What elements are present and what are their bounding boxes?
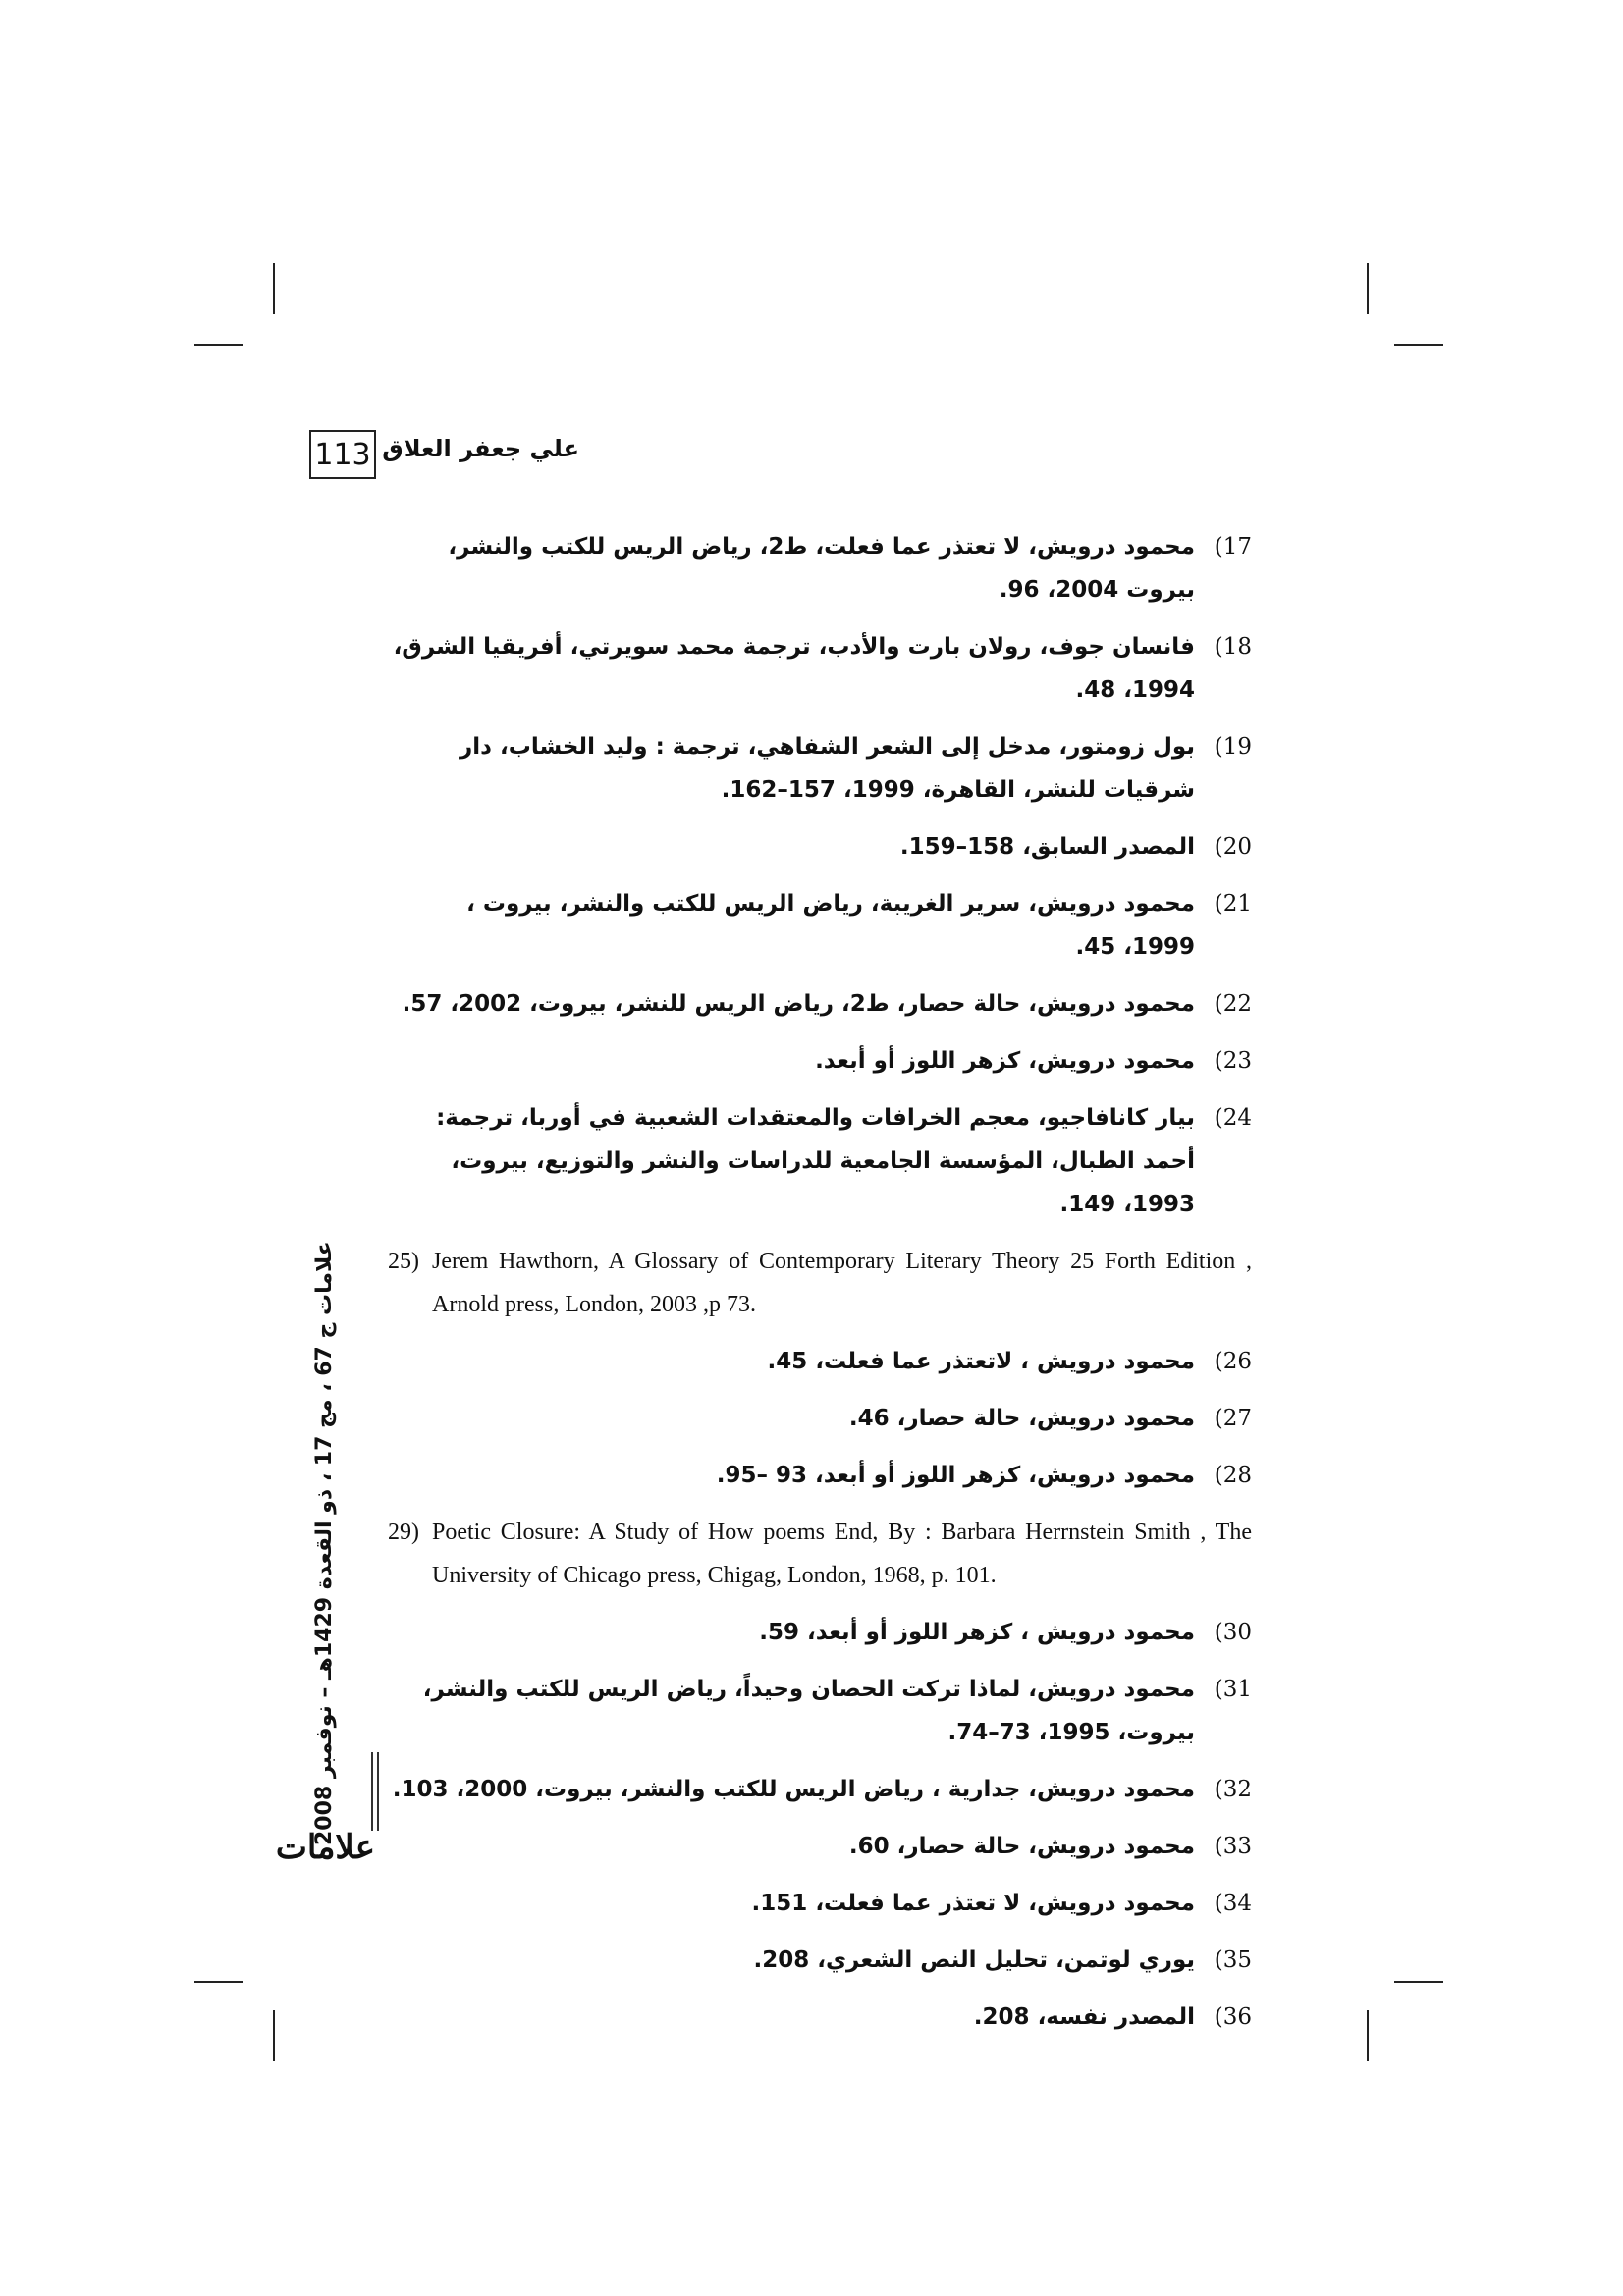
endnote-text: محمود درويش، كزهر اللوز أو أبعد، 93 –95. <box>716 1463 1195 1488</box>
endnote-number: 20) <box>1214 834 1252 860</box>
crop-mark-bottom-left-vertical <box>273 2010 275 2061</box>
endnote-36 <box>388 1996 1252 2039</box>
endnote-number: 35) <box>1214 1948 1252 1973</box>
endnote-text: المصدر السابق، 158–159. <box>899 834 1195 860</box>
crop-mark-top-right-horizontal <box>1394 344 1443 346</box>
endnote-text: محمود درويش ، لاتعتذر عما فعلت، 45. <box>767 1349 1195 1374</box>
endnote-number: 21) <box>1214 891 1252 917</box>
endnote-number: 17) <box>1214 534 1252 560</box>
endnote-text: محمود درويش ، كزهر اللوز أو أبعد، 59. <box>759 1620 1195 1645</box>
endnote-text: بول زومتور، مدخل إلى الشعر الشفاهي، ترجمة : وليد الخشاب، دار شرقيات للنشر، القاهرة، 1999، 157–162. <box>460 734 1195 803</box>
endnote-21 <box>388 882 1252 969</box>
endnote-number: 23) <box>1214 1048 1252 1074</box>
endnote-text: محمود درويش، حالة حصار، 60. <box>848 1834 1195 1859</box>
endnote-number: 19) <box>1214 734 1252 760</box>
endnote-number: 26) <box>1214 1349 1252 1374</box>
endnote-text: المصدر نفسه، 208. <box>973 2004 1195 2030</box>
endnote-number: 24) <box>1214 1105 1252 1131</box>
endnote-22 <box>388 983 1252 1026</box>
endnote-35 <box>388 1939 1252 1982</box>
endnote-number: 27) <box>1214 1406 1252 1431</box>
endnote-32 <box>388 1768 1252 1811</box>
endnote-number: 18) <box>1214 634 1252 660</box>
endnotes-list <box>388 525 1252 2053</box>
endnote-20 <box>388 826 1252 869</box>
page-number: 113 <box>309 430 376 479</box>
crop-mark-top-left-vertical <box>273 263 275 314</box>
endnote-18 <box>388 625 1252 712</box>
endnote-text: محمود درويش، جدارية ، رياض الريس للكتب والنشر، بيروت، 2000، 103. <box>392 1777 1195 1802</box>
crop-mark-top-left-horizontal <box>194 344 243 346</box>
endnote-30 <box>388 1611 1252 1654</box>
endnote-text: بيار كانافاجيو، معجم الخرافات والمعتقدات الشعبية في أوربا، ترجمة: أحمد الطبال، المؤسسة الجامعية للدراسات والنشر والتوزيع، بيروت، 1993، 149. <box>436 1105 1195 1217</box>
journal-logo: علامات <box>275 1828 375 1867</box>
endnote-number: 36) <box>1214 2004 1252 2030</box>
endnote-number: 25) <box>388 1249 419 1274</box>
endnote-23 <box>388 1040 1252 1083</box>
endnote-number: 30) <box>1214 1620 1252 1645</box>
endnote-29 <box>388 1511 1252 1597</box>
endnote-number: 29) <box>388 1520 419 1545</box>
endnote-text: محمود درويش، كزهر اللوز أو أبعد. <box>815 1048 1195 1074</box>
endnote-28 <box>388 1454 1252 1497</box>
endnote-text: يوري لوتمن، تحليل النص الشعري، 208. <box>753 1948 1195 1973</box>
endnote-text: فانسان جوف، رولان بارت والأدب، ترجمة محمد سويرتي، أفريقيا الشرق، 1994، 48. <box>393 634 1195 703</box>
endnote-19 <box>388 725 1252 812</box>
endnote-number: 28) <box>1214 1463 1252 1488</box>
endnote-text: محمود درويش، سرير الغريبة، رياض الريس للكتب والنشر، بيروت ، 1999، 45. <box>466 891 1195 960</box>
running-head-author: علي جعفر العلاق <box>382 435 579 462</box>
endnote-text: محمود درويش، حالة حصار، 46. <box>848 1406 1195 1431</box>
journal-info-vertical: علامات ج 67 ، مج 17 ، ذو القعدة 1429هـ – نوفمبر 2008 <box>312 1241 337 1845</box>
endnote-33 <box>388 1825 1252 1868</box>
endnote-25 <box>388 1240 1252 1326</box>
endnote-number: 31) <box>1214 1677 1252 1702</box>
endnote-24 <box>388 1096 1252 1226</box>
crop-mark-bottom-left-horizontal <box>194 1981 243 1983</box>
crop-mark-bottom-right-vertical <box>1367 2010 1369 2061</box>
endnote-text: محمود درويش، لماذا تركت الحصان وحيداً، رياض الريس للكتب والنشر، بيروت، 1995، 73–74. <box>422 1677 1195 1745</box>
endnote-34 <box>388 1882 1252 1925</box>
endnote-26 <box>388 1340 1252 1383</box>
endnote-text: محمود درويش، لا تعتذر عما فعلت، ط2، رياض الريس للكتب والنشر، بيروت 2004، 96. <box>448 534 1195 603</box>
endnote-text: Poetic Closure: A Study of How poems End, By : Barbara Herrnstein Smith , The University of Chicago press, Chigag, London, 1968, p. 101. <box>432 1520 1252 1588</box>
endnote-31 <box>388 1668 1252 1754</box>
endnote-text: محمود درويش، حالة حصار، ط2، رياض الريس للنشر، بيروت، 2002، 57. <box>402 991 1195 1017</box>
endnote-27 <box>388 1397 1252 1440</box>
endnote-number: 33) <box>1214 1834 1252 1859</box>
endnote-text: محمود درويش، لا تعتذر عما فعلت، 151. <box>751 1891 1195 1916</box>
endnote-number: 32) <box>1214 1777 1252 1802</box>
endnote-number: 22) <box>1214 991 1252 1017</box>
endnote-number: 34) <box>1214 1891 1252 1916</box>
sidebar-rule-2 <box>377 1752 379 1831</box>
sidebar-rule-1 <box>371 1752 373 1831</box>
endnote-17 <box>388 525 1252 612</box>
endnote-text: Jerem Hawthorn, A Glossary of Contemporary Literary Theory 25 Forth Edition , Arnold press, London, 2003 ,p 73. <box>432 1249 1252 1317</box>
crop-mark-top-right-vertical <box>1367 263 1369 314</box>
crop-mark-bottom-right-horizontal <box>1394 1981 1443 1983</box>
